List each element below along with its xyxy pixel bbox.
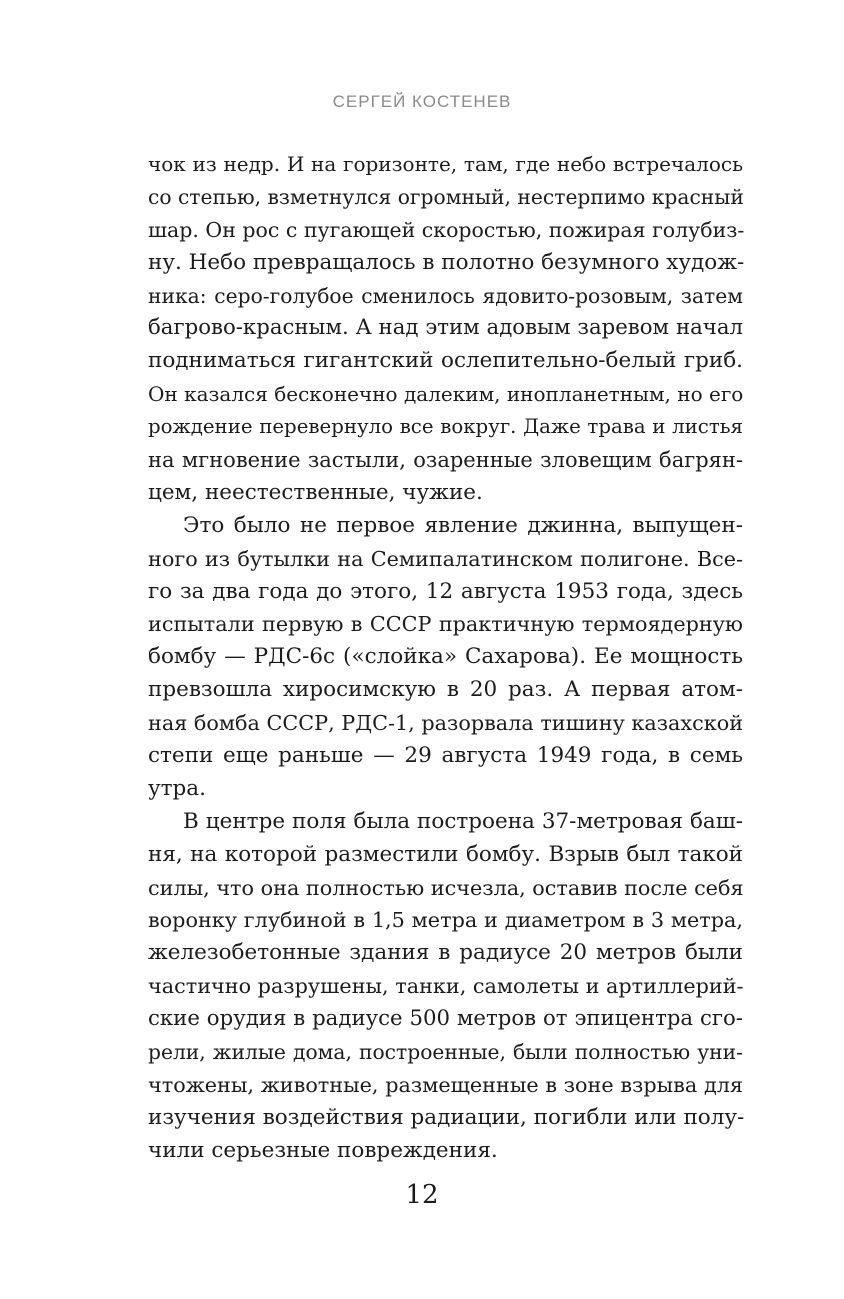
text-line: изучения воздействия радиации, погибли или полу-: [148, 1104, 745, 1130]
text-line: воронку глубиной в 1,5 метра и диаметром в 3 метра,: [148, 908, 743, 933]
text-line: подниматься гигантский ослепительно-белый гриб.: [148, 348, 743, 374]
body-text: [148, 148, 743, 1168]
text-line: ная бомба СССР, РДС-1, разорвала тишину казахской: [148, 711, 744, 736]
text-line: Это было не первое явление джинна, выпущен-: [183, 512, 743, 538]
text-line: го за два года до этого, 12 августа 1953 года, здесь: [148, 578, 743, 604]
page-number: 12: [405, 1180, 439, 1210]
text-line: силы, что она полностью исчезла, оставив после себя: [148, 875, 744, 900]
text-line: частично разрушены, танки, самолеты и артиллерий-: [148, 974, 744, 999]
text-line: чтожены, животные, размещенные в зоне взрыва для: [148, 1072, 743, 1097]
running-header: СЕРГЕЙ КОСТЕНЕВ: [332, 92, 512, 111]
text-line: шар. Он рос с пугающей скоростью, пожирая голубиз-: [148, 217, 745, 242]
text-line: испытали первую в СССР практичную термоядерную: [148, 612, 743, 637]
text-line: степи еще раньше — 29 августа 1949 года, в семь: [148, 743, 743, 769]
paragraph: [148, 806, 743, 1168]
text-line: ня, на которой разместили бомбу. Взрыв был такой: [148, 841, 743, 867]
text-line: чок из недр. И на горизонте, там, где небо встречалось: [148, 152, 743, 176]
text-line: со степью, взметнулся огромный, нестерпимо красный: [148, 184, 744, 209]
text-line: превзошла хиросимскую в 20 раз. А первая атом-: [148, 677, 743, 703]
text-line: багрово-красным. А над этим адовым заревом начал: [148, 315, 743, 341]
text-line: В центре поля была построена 37-метровая баш-: [183, 808, 743, 834]
text-line: Он казался бесконечно далеким, инопланетным, но его: [148, 382, 744, 407]
text-line: рели, жилые дома, построенные, были полностью уни-: [148, 1040, 743, 1065]
paragraph: [148, 148, 743, 510]
text-line: бомбу — РДС-6с («слойка» Сахарова). Ее мощность: [148, 644, 743, 670]
text-line: на мгновение застыли, озаренные зловещим багрян-: [148, 448, 743, 473]
text-line: железобетонные здания в радиусе 20 метров были: [148, 940, 743, 966]
text-line: утра.: [148, 775, 206, 801]
text-line: ские орудия в радиусе 500 метров от эпицентра сго-: [148, 1006, 743, 1032]
paragraph: [148, 510, 743, 806]
text-line: ного из бутылки на Семипалатинском полигоне. Все-: [148, 546, 743, 571]
text-line: чили серьезные повреждения.: [148, 1137, 498, 1163]
text-line: цем, неестественные, чужие.: [148, 479, 483, 505]
text-line: рождение перевернуло все вокруг. Даже трава и листья: [148, 415, 743, 439]
text-line: ну. Небо превращалось в полотно безумного худож-: [148, 249, 745, 275]
text-line: ника: серо-голубое сменилось ядовито-розовым, затем: [148, 283, 743, 308]
